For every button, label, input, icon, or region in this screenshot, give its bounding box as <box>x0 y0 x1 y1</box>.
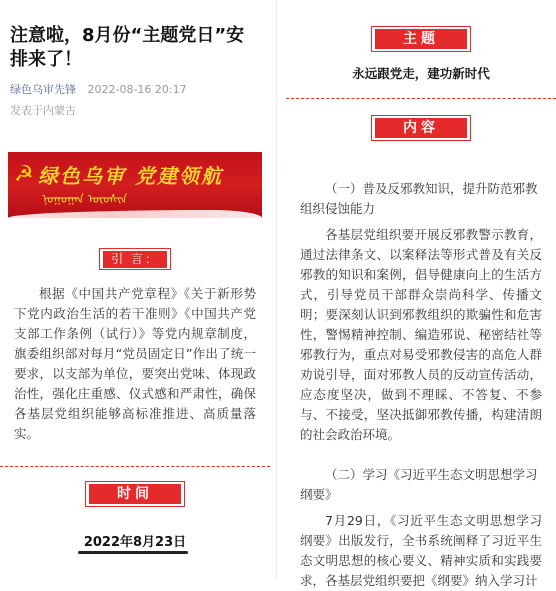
content-item2-body: 7月29日，《习近平生态文明思想学习纲要》出版发行，全书系统阐释了习近平生态文明思想的核心要义、精神实质和实践要求，各基层党组织要把《纲要》纳入学习计 <box>300 513 542 588</box>
left-column[interactable] <box>0 0 270 580</box>
content-item1-heading: （一）普及反邪教知识，提升防范邪教组织侵蚀能力 <box>300 181 538 216</box>
topic-slogan: 永远跟党走，建功新时代 <box>352 66 490 81</box>
section-divider <box>286 98 556 99</box>
banner-mongolian-text: ᠨᠤᠭᠤᠭᠠᠨ ᠦᠦᠰᠢᠨ <box>42 192 128 206</box>
time-heading-label: 时间 <box>89 484 181 504</box>
topic-section <box>286 26 556 82</box>
topic-heading-label: 主题 <box>375 29 467 49</box>
intro-label: 引 言： <box>103 251 167 268</box>
publish-time: 2022-08-16 20:17 <box>87 83 187 96</box>
article-title: 注意啦，8月份“主题党日”安排来了！ <box>10 25 245 70</box>
publish-location: 发表于内蒙古 <box>10 104 76 117</box>
right-column[interactable] <box>286 0 556 588</box>
event-date: 2022年8月23日 <box>83 535 187 550</box>
content-item2-heading: （二）学习《习近平生态文明思想学习纲要》 <box>300 467 538 502</box>
content-heading <box>371 115 471 141</box>
time-heading <box>85 481 185 507</box>
intro-label-wrap <box>0 250 270 270</box>
author-link[interactable]: 绿色乌审先锋 <box>10 83 76 96</box>
party-emblem-icon: ☭ <box>14 162 34 187</box>
banner-wave <box>8 210 262 218</box>
header-banner <box>8 152 262 218</box>
intro-paragraph: 根据《中国共产党章程》《关于新形势下党内政治生活的若干准则》《中国共产党支部工作条例（试行）》等党内规章制度，旗委组织部对每月“党员固定日”作出了统一要求，以支部为单位，要突出党味、体现政治性，强化庄重感、仪式感和严肃性，确保各基层党组织能够高标准推进、高质量落实。 <box>14 286 256 441</box>
topic-heading <box>371 26 471 52</box>
time-section <box>0 466 270 550</box>
content-heading-label: 内容 <box>375 118 467 138</box>
scroll-indicator[interactable] <box>78 551 188 554</box>
content-item1-body: 各基层党组织要开展反邪教警示教育，通过法律条文、以案释法等形式普及有关反邪教的知识和案例，倡导健康向上的生活方式，引导党员干部群众崇尚科学、传播文明；要深刻认识到邪教组织的欺骗性和危害性，警惕精神控制、编造邪说、秘密结社等邪教行为，重点对易受邪教侵害的高危人群劝说引导，面对邪教人员的反动宣传活动，应态度坚决，做到不理睬、不答复、不参与、不接受，坚决抵御邪教传播，构建清朗的社会政治环境。 <box>300 227 542 442</box>
column-divider <box>276 0 277 580</box>
content-section <box>286 115 556 591</box>
banner-text: 绿色乌审 党建领航 <box>38 164 223 188</box>
article-meta <box>10 82 260 98</box>
